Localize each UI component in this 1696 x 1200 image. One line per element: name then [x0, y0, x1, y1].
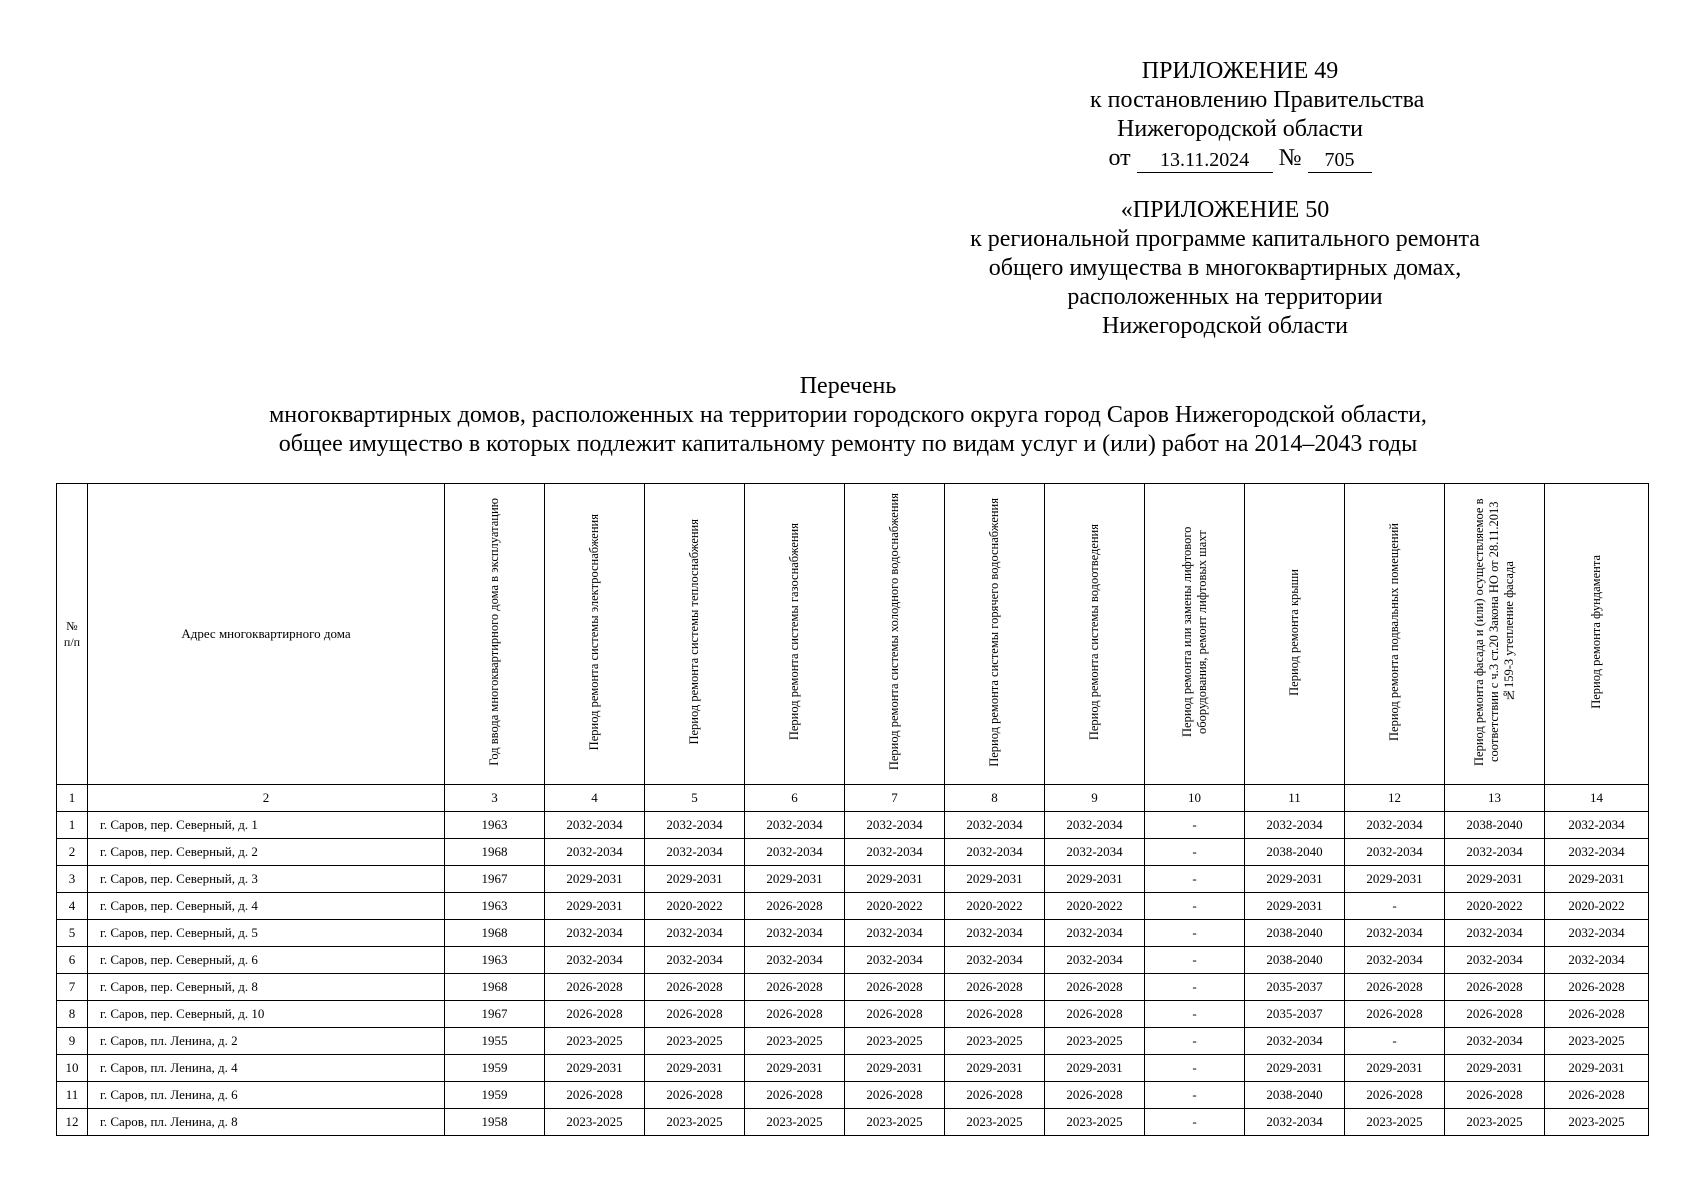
column-number-row	[57, 785, 1649, 812]
table-cell: 2026-2028	[1445, 1082, 1545, 1109]
table-cell: 2032-2034	[745, 920, 845, 947]
table-cell: 2038-2040	[1245, 920, 1345, 947]
table-cell: -	[1145, 947, 1245, 974]
column-number: 5	[645, 785, 745, 812]
column-number: 4	[545, 785, 645, 812]
table-cell: 2026-2028	[1345, 1001, 1445, 1028]
table-cell: 2029-2031	[945, 866, 1045, 893]
table-cell: 2032-2034	[545, 812, 645, 839]
table-cell: 2026-2028	[845, 1001, 945, 1028]
table-cell: 2029-2031	[1545, 1055, 1649, 1082]
table-cell: 2029-2031	[845, 1055, 945, 1082]
table-cell: 2032-2034	[1245, 812, 1345, 839]
table-cell: 2020-2022	[945, 893, 1045, 920]
table-cell: -	[1145, 974, 1245, 1001]
table-cell: -	[1145, 1082, 1245, 1109]
table-row	[57, 812, 1649, 839]
table-cell: 2029-2031	[1345, 1055, 1445, 1082]
table-cell: 2038-2040	[1245, 947, 1345, 974]
table-cell: 2032-2034	[645, 947, 745, 974]
table-cell: 2026-2028	[845, 1082, 945, 1109]
table-cell: 2032-2034	[745, 812, 845, 839]
table-cell: 2026-2028	[645, 1001, 745, 1028]
table-cell: 2026-2028	[545, 1001, 645, 1028]
table-cell: 2020-2022	[1045, 893, 1145, 920]
table-cell: 2026-2028	[945, 1001, 1045, 1028]
table-cell: 2032-2034	[1345, 812, 1445, 839]
title-line-2: многоквартирных домов, расположенных на территории городского округа город Саров Нижегородской области,	[269, 402, 1427, 428]
table-cell: 2026-2028	[745, 974, 845, 1001]
table-cell: 2032-2034	[645, 920, 745, 947]
table-cell: 2032-2034	[1445, 947, 1545, 974]
column-number: 3	[445, 785, 545, 812]
table-cell: 2020-2022	[845, 893, 945, 920]
table-cell: 1968	[445, 839, 545, 866]
table-cell: 2023-2025	[945, 1109, 1045, 1136]
number-label: №	[1278, 145, 1302, 171]
table-cell: 2026-2028	[745, 1082, 845, 1109]
table-row	[57, 839, 1649, 866]
appendix-line-2: к постановлению Правительства	[1090, 87, 1425, 113]
column-number: 12	[1345, 785, 1445, 812]
table-cell: 2032-2034	[845, 920, 945, 947]
table-cell: 2026-2028	[845, 974, 945, 1001]
table-cell: 2020-2022	[1545, 893, 1649, 920]
table-cell: 1968	[445, 920, 545, 947]
program-header	[940, 196, 1510, 341]
appendix-line-3: Нижегородской области	[1116, 116, 1364, 142]
houses-table	[56, 483, 1649, 1136]
row-number-cell: 5	[57, 920, 88, 947]
table-cell: 2032-2034	[545, 920, 645, 947]
address-cell: г. Саров, пл. Ленина, д. 4	[88, 1055, 445, 1082]
row-number-cell: 2	[57, 839, 88, 866]
program-line-4: расположенных на территории	[1067, 284, 1383, 310]
column-header-5	[645, 484, 745, 785]
table-cell: 2032-2034	[545, 839, 645, 866]
row-number-cell: 7	[57, 974, 88, 1001]
column-header-13	[1445, 484, 1545, 785]
table-cell: 2032-2034	[1045, 947, 1145, 974]
table-cell: 2029-2031	[845, 866, 945, 893]
column-header-label: Период ремонта фасада и (или) осуществляемое в соответствии с ч.3 ст.20 Закона НО от 28.11.2013 №159-З утепление фасада	[1472, 498, 1516, 766]
table-row	[57, 1001, 1649, 1028]
address-cell: г. Саров, пл. Ленина, д. 8	[88, 1109, 445, 1136]
column-header-label: Год ввода многоквартирного дома в эксплуатацию	[487, 498, 501, 766]
table-row	[57, 1082, 1649, 1109]
table-cell: 2032-2034	[1545, 812, 1649, 839]
table-cell: 2023-2025	[1045, 1028, 1145, 1055]
table-cell: 2026-2028	[545, 974, 645, 1001]
table-cell: 2032-2034	[1345, 920, 1445, 947]
table-cell: -	[1345, 893, 1445, 920]
column-header-10	[1145, 484, 1245, 785]
table-cell: 2029-2031	[1445, 866, 1545, 893]
column-header-3	[445, 484, 545, 785]
column-header-label: Период ремонта крыши	[1287, 568, 1301, 696]
table-cell: -	[1145, 1055, 1245, 1082]
address-cell: г. Саров, пер. Северный, д. 8	[88, 974, 445, 1001]
table-cell: -	[1145, 1001, 1245, 1028]
column-header-label: Период ремонта системы холодного водоснабжения	[887, 493, 901, 771]
address-cell: г. Саров, пер. Северный, д. 5	[88, 920, 445, 947]
table-cell: 2023-2025	[945, 1028, 1045, 1055]
table-cell: 2026-2028	[1445, 1001, 1545, 1028]
table-cell: 2026-2028	[545, 1082, 645, 1109]
table-cell: 2032-2034	[1045, 812, 1145, 839]
row-number-cell: 9	[57, 1028, 88, 1055]
table-row	[57, 1055, 1649, 1082]
column-header-4	[545, 484, 645, 785]
table-row	[57, 1028, 1649, 1055]
table-cell: 2029-2031	[1245, 893, 1345, 920]
address-cell: г. Саров, пер. Северный, д. 6	[88, 947, 445, 974]
table-cell: 2032-2034	[545, 947, 645, 974]
table-row	[57, 920, 1649, 947]
table-cell: 1963	[445, 812, 545, 839]
table-cell: 1955	[445, 1028, 545, 1055]
table-cell: 2032-2034	[945, 947, 1045, 974]
table-cell: 2035-2037	[1245, 974, 1345, 1001]
column-number: 13	[1445, 785, 1545, 812]
appendix-title: ПРИЛОЖЕНИЕ 49	[1141, 58, 1339, 84]
table-cell: 2032-2034	[845, 812, 945, 839]
table-cell: 1967	[445, 866, 545, 893]
table-cell: 2029-2031	[645, 866, 745, 893]
table-cell: 2038-2040	[1245, 1082, 1345, 1109]
table-cell: 2026-2028	[645, 1082, 745, 1109]
table-cell: 2029-2031	[1545, 866, 1649, 893]
table-cell: 2029-2031	[645, 1055, 745, 1082]
table-cell: 2032-2034	[1045, 839, 1145, 866]
decree-date: 13.11.2024	[1137, 149, 1273, 173]
row-number-cell: 11	[57, 1082, 88, 1109]
column-header-label: Период ремонта системы горячего водоснабжения	[987, 497, 1001, 767]
table-cell: 2023-2025	[545, 1109, 645, 1136]
table-cell: 2029-2031	[1445, 1055, 1545, 1082]
row-number-cell: 10	[57, 1055, 88, 1082]
row-number-cell: 4	[57, 893, 88, 920]
table-row	[57, 974, 1649, 1001]
appendix-header	[1090, 57, 1425, 173]
table-cell: -	[1145, 1028, 1245, 1055]
table-cell: -	[1145, 893, 1245, 920]
table-cell: 1968	[445, 974, 545, 1001]
row-number-cell: 6	[57, 947, 88, 974]
table-cell: 1959	[445, 1055, 545, 1082]
table-cell: 2038-2040	[1245, 839, 1345, 866]
table-cell: 2023-2025	[1345, 1109, 1445, 1136]
program-title: «ПРИЛОЖЕНИЕ 50	[1120, 197, 1330, 223]
address-cell: г. Саров, пер. Северный, д. 1	[88, 812, 445, 839]
address-cell: г. Саров, пер. Северный, д. 10	[88, 1001, 445, 1028]
column-header-label: Период ремонта системы электроснабжения	[587, 513, 601, 751]
table-cell: 2029-2031	[545, 893, 645, 920]
table-cell: 2032-2034	[945, 839, 1045, 866]
table-cell: -	[1145, 839, 1245, 866]
table-cell: 2026-2028	[1045, 1001, 1145, 1028]
column-header-label: Период ремонта подвальных помещений	[1387, 523, 1401, 741]
column-number: 9	[1045, 785, 1145, 812]
address-cell: г. Саров, пер. Северный, д. 3	[88, 866, 445, 893]
table-cell: 2032-2034	[1345, 839, 1445, 866]
table-cell: 2032-2034	[1445, 1028, 1545, 1055]
column-number: 11	[1245, 785, 1345, 812]
table-cell: 2029-2031	[545, 866, 645, 893]
table-cell: 2029-2031	[1345, 866, 1445, 893]
table-cell: 2023-2025	[845, 1028, 945, 1055]
address-cell: г. Саров, пер. Северный, д. 4	[88, 893, 445, 920]
table-cell: 2038-2040	[1445, 812, 1545, 839]
table-cell: 1967	[445, 1001, 545, 1028]
row-number-cell: 12	[57, 1109, 88, 1136]
column-header-label: Адрес многоквартирного дома	[181, 626, 351, 641]
column-header-label: Период ремонта системы водоотведения	[1087, 523, 1101, 741]
row-number-cell: 3	[57, 866, 88, 893]
column-header-label: Период ремонта фундамента	[1589, 555, 1603, 709]
table-cell: 2026-2028	[1545, 974, 1649, 1001]
from-label: от	[1108, 145, 1131, 171]
table-row	[57, 947, 1649, 974]
table-cell: 2026-2028	[1045, 1082, 1145, 1109]
table-row	[57, 893, 1649, 920]
table-cell: 2023-2025	[745, 1028, 845, 1055]
table-row	[57, 866, 1649, 893]
row-number-cell: 1	[57, 812, 88, 839]
column-header-label: Период ремонта системы газоснабжения	[787, 523, 801, 741]
column-number: 6	[745, 785, 845, 812]
program-line-2: к региональной программе капитального ремонта	[970, 226, 1480, 252]
table-cell: 2032-2034	[645, 839, 745, 866]
table-cell: 2032-2034	[1545, 947, 1649, 974]
table-cell: 2023-2025	[645, 1028, 745, 1055]
table-cell: 2023-2025	[845, 1109, 945, 1136]
table-cell: 2026-2028	[945, 1082, 1045, 1109]
column-number: 10	[1145, 785, 1245, 812]
column-header-9	[1045, 484, 1145, 785]
table-cell: 2032-2034	[845, 839, 945, 866]
table-cell: 1958	[445, 1109, 545, 1136]
column-header-8	[945, 484, 1045, 785]
table-cell: 2032-2034	[1245, 1109, 1345, 1136]
table-cell: 2032-2034	[745, 839, 845, 866]
document-title	[0, 372, 1696, 459]
table-cell: 2029-2031	[1045, 1055, 1145, 1082]
table-cell: 2023-2025	[645, 1109, 745, 1136]
table-cell: 2032-2034	[945, 812, 1045, 839]
table-cell: 2026-2028	[1345, 974, 1445, 1001]
table-cell: 2026-2028	[1545, 1001, 1649, 1028]
program-line-3: общего имущества в многоквартирных домах,	[988, 255, 1462, 281]
table-cell: 2032-2034	[645, 812, 745, 839]
table-cell: 1959	[445, 1082, 545, 1109]
table-cell: 2032-2034	[1445, 839, 1545, 866]
column-header-label: Период ремонта или замены лифтового оборудования, ремонт лифтовых шахт	[1179, 526, 1209, 738]
appendix-date-line	[1090, 144, 1390, 173]
column-header-1	[57, 484, 88, 785]
column-header-6	[745, 484, 845, 785]
table-cell: 2020-2022	[1445, 893, 1545, 920]
row-number-cell: 8	[57, 1001, 88, 1028]
address-cell: г. Саров, пл. Ленина, д. 2	[88, 1028, 445, 1055]
decree-number: 705	[1308, 149, 1372, 173]
table-cell: 2032-2034	[1345, 947, 1445, 974]
column-number: 2	[88, 785, 445, 812]
table-cell: 2026-2028	[645, 974, 745, 1001]
table-cell: 2032-2034	[1045, 920, 1145, 947]
table-cell: 2026-2028	[745, 893, 845, 920]
table-cell: 2023-2025	[545, 1028, 645, 1055]
table-cell: 2023-2025	[1545, 1109, 1649, 1136]
column-header-label: Период ремонта системы теплоснабжения	[687, 519, 701, 745]
column-header-11	[1245, 484, 1345, 785]
table-cell: -	[1145, 1109, 1245, 1136]
column-number: 7	[845, 785, 945, 812]
column-number: 1	[57, 785, 88, 812]
table-cell: 2023-2025	[745, 1109, 845, 1136]
table-cell: 2023-2025	[1045, 1109, 1145, 1136]
table-cell: 2026-2028	[1345, 1082, 1445, 1109]
table-cell: 2029-2031	[745, 1055, 845, 1082]
table-cell: 2026-2028	[745, 1001, 845, 1028]
table-cell: 2026-2028	[1545, 1082, 1649, 1109]
column-number: 8	[945, 785, 1045, 812]
table-cell: 1963	[445, 947, 545, 974]
table-cell: 2020-2022	[645, 893, 745, 920]
address-cell: г. Саров, пл. Ленина, д. 6	[88, 1082, 445, 1109]
table-cell: 2032-2034	[1545, 920, 1649, 947]
table-cell: 2023-2025	[1445, 1109, 1545, 1136]
table-cell: 2029-2031	[1045, 866, 1145, 893]
table-cell: -	[1345, 1028, 1445, 1055]
table-cell: 2026-2028	[945, 974, 1045, 1001]
title-line-1: Перечень	[799, 373, 897, 399]
table-cell: 2032-2034	[1245, 1028, 1345, 1055]
table-cell: 2032-2034	[845, 947, 945, 974]
table-cell: 2026-2028	[1445, 974, 1545, 1001]
table-cell: 2032-2034	[1545, 839, 1649, 866]
column-number: 14	[1545, 785, 1649, 812]
table-cell: 2029-2031	[745, 866, 845, 893]
table-cell: 2029-2031	[545, 1055, 645, 1082]
table-cell: 2026-2028	[1045, 974, 1145, 1001]
table-row	[57, 1109, 1649, 1136]
table-cell: 2029-2031	[1245, 1055, 1345, 1082]
table-cell: 1963	[445, 893, 545, 920]
table-cell: 2035-2037	[1245, 1001, 1345, 1028]
program-line-5: Нижегородской области	[1101, 313, 1349, 339]
table-cell: -	[1145, 866, 1245, 893]
table-header-row	[57, 484, 1649, 785]
table-cell: 2032-2034	[745, 947, 845, 974]
title-line-3: общее имущество в которых подлежит капитальному ремонту по видам услуг и (или) работ на 2014–2043 годы	[278, 431, 1418, 457]
column-header-12	[1345, 484, 1445, 785]
table-cell: 2023-2025	[1545, 1028, 1649, 1055]
table-cell: -	[1145, 812, 1245, 839]
column-header-14	[1545, 484, 1649, 785]
table-cell: 2029-2031	[945, 1055, 1045, 1082]
column-header-7	[845, 484, 945, 785]
table-cell: -	[1145, 920, 1245, 947]
table-cell: 2032-2034	[945, 920, 1045, 947]
table-cell: 2032-2034	[1445, 920, 1545, 947]
table-cell: 2029-2031	[1245, 866, 1345, 893]
address-cell: г. Саров, пер. Северный, д. 2	[88, 839, 445, 866]
column-header-label: № п/п	[63, 619, 81, 649]
column-header-2	[88, 484, 445, 785]
